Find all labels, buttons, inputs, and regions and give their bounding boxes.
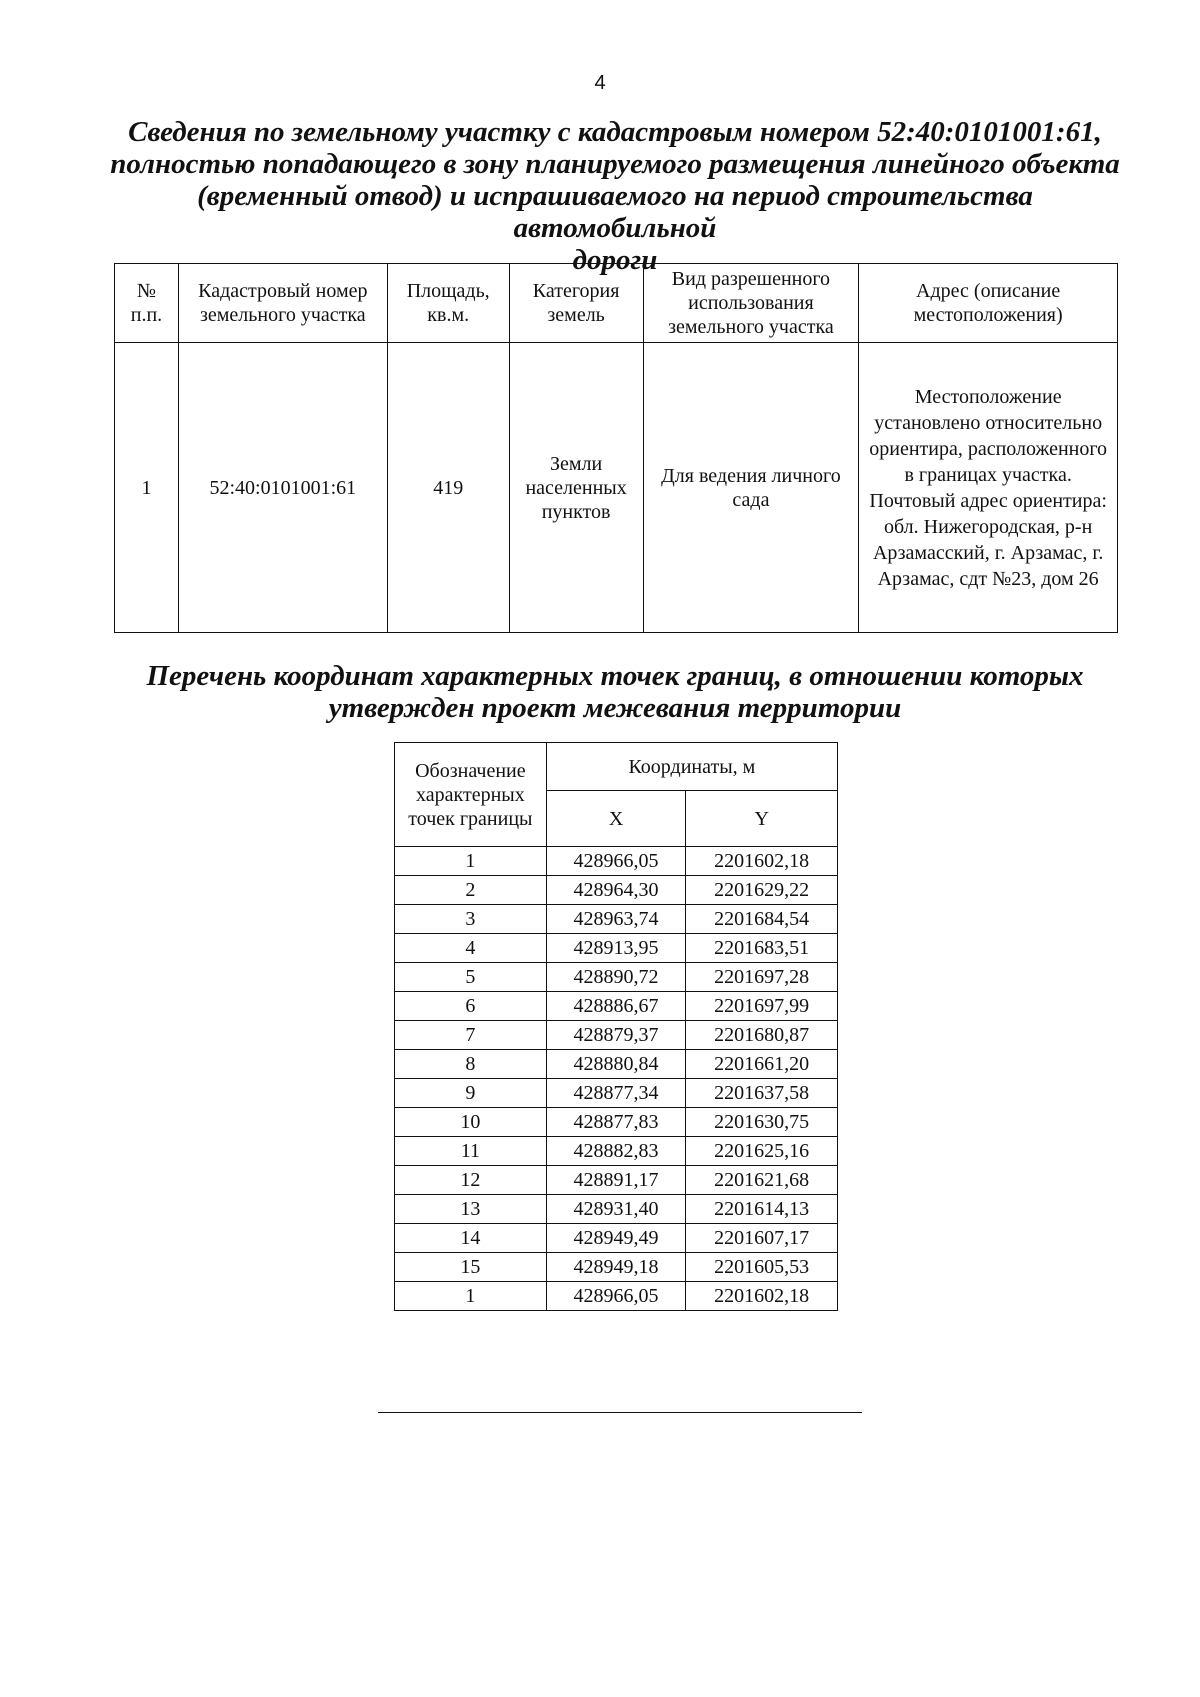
cell-y: 2201630,75 [686,1108,838,1137]
cell-point: 4 [395,934,547,963]
cell-y: 2201697,99 [686,992,838,1021]
cell-x: 428890,72 [546,963,686,992]
cell-point: 7 [395,1021,547,1050]
header-coords: Координаты, м [546,743,837,791]
cell-x: 428966,05 [546,1282,686,1311]
cell-point: 15 [395,1253,547,1282]
table-row [395,1079,838,1108]
coords-table [394,742,838,1311]
heading-line: утвержден проект межевания территории [328,692,902,724]
coords-table-body [395,847,838,1311]
cell-y: 2201683,51 [686,934,838,963]
cell-usage: Для ведения личного сада [643,343,859,633]
cell-x: 428949,49 [546,1224,686,1253]
heading-line: Сведения по земельному участку с кадастровым номером 52:40:0101001:61, [128,116,1102,148]
header-category: Категория земель [509,264,643,343]
cell-x: 428963,74 [546,905,686,934]
cell-y: 2201621,68 [686,1166,838,1195]
table-row [395,905,838,934]
cell-point: 5 [395,963,547,992]
cell-cadastral: 52:40:0101001:61 [178,343,387,633]
table-row [395,1253,838,1282]
cell-point: 9 [395,1079,547,1108]
parcel-info-heading [110,116,1120,276]
cell-y: 2201684,54 [686,905,838,934]
header-address: Адрес (описание местоположения) [859,264,1118,343]
header-area: Площадь, кв.м. [387,264,509,343]
table-row [395,1166,838,1195]
cell-x: 428886,67 [546,992,686,1021]
table-row [395,1108,838,1137]
table-row [395,876,838,905]
page-number: 4 [594,72,606,94]
header-point: Обозначение характерных точек границы [395,743,547,847]
cell-y: 2201629,22 [686,876,838,905]
cell-y: 2201602,18 [686,847,838,876]
table-row [395,1021,838,1050]
cell-point: 10 [395,1108,547,1137]
heading-line: полностью попадающего в зону планируемого размещения линейного объекта [110,148,1120,180]
cell-y: 2201637,58 [686,1079,838,1108]
cell-x: 428879,37 [546,1021,686,1050]
heading-line: дороги [572,244,658,276]
cell-x: 428913,95 [546,934,686,963]
parcel-table [114,263,1118,633]
header-x: X [546,791,686,847]
table-row [395,934,838,963]
cell-point: 12 [395,1166,547,1195]
cell-x: 428877,34 [546,1079,686,1108]
cell-point: 13 [395,1195,547,1224]
table-row [395,1224,838,1253]
header-num: № п.п. [115,264,179,343]
table-row [395,992,838,1021]
cell-category: Земли населенных пунктов [509,343,643,633]
parcel-table-header-row [115,264,1118,343]
table-row [395,1050,838,1079]
cell-x: 428964,30 [546,876,686,905]
cell-x: 428966,05 [546,847,686,876]
cell-y: 2201697,28 [686,963,838,992]
table-row [395,1195,838,1224]
cell-point: 8 [395,1050,547,1079]
cell-y: 2201607,17 [686,1224,838,1253]
cell-address: Местоположение установлено относительно ориентира, расположенного в границах участка. Почтовый адрес ориентира: обл. Нижегородская, р-н Арзамасский, г. Арзамас, г. Арзамас, сдт №23, дом 26 [859,343,1118,633]
cell-point: 1 [395,1282,547,1311]
cell-x: 428891,17 [546,1166,686,1195]
cell-x: 428877,83 [546,1108,686,1137]
cell-y: 2201680,87 [686,1021,838,1050]
heading-line: (временный отвод) и испрашиваемого на период строительства автомобильной [197,180,1033,244]
coords-heading [110,660,1120,724]
cell-point: 11 [395,1137,547,1166]
heading-line: Перечень координат характерных точек границ, в отношении которых [146,660,1084,692]
cell-y: 2201602,18 [686,1282,838,1311]
cell-point: 2 [395,876,547,905]
cell-num: 1 [115,343,179,633]
table-row [395,1282,838,1311]
cell-x: 428882,83 [546,1137,686,1166]
table-row [115,343,1118,633]
cell-point: 3 [395,905,547,934]
header-cadastral: Кадастровый номер земельного участка [178,264,387,343]
cell-y: 2201614,13 [686,1195,838,1224]
cell-y: 2201661,20 [686,1050,838,1079]
cell-point: 1 [395,847,547,876]
header-y: Y [686,791,838,847]
cell-point: 14 [395,1224,547,1253]
cell-x: 428880,84 [546,1050,686,1079]
cell-x: 428931,40 [546,1195,686,1224]
cell-point: 6 [395,992,547,1021]
cell-area: 419 [387,343,509,633]
cell-y: 2201605,53 [686,1253,838,1282]
table-row [395,1137,838,1166]
cell-y: 2201625,16 [686,1137,838,1166]
cell-x: 428949,18 [546,1253,686,1282]
table-row [395,847,838,876]
header-usage: Вид разрешенного использования земельного участка [643,264,859,343]
table-row [395,963,838,992]
footer-divider [378,1412,862,1413]
